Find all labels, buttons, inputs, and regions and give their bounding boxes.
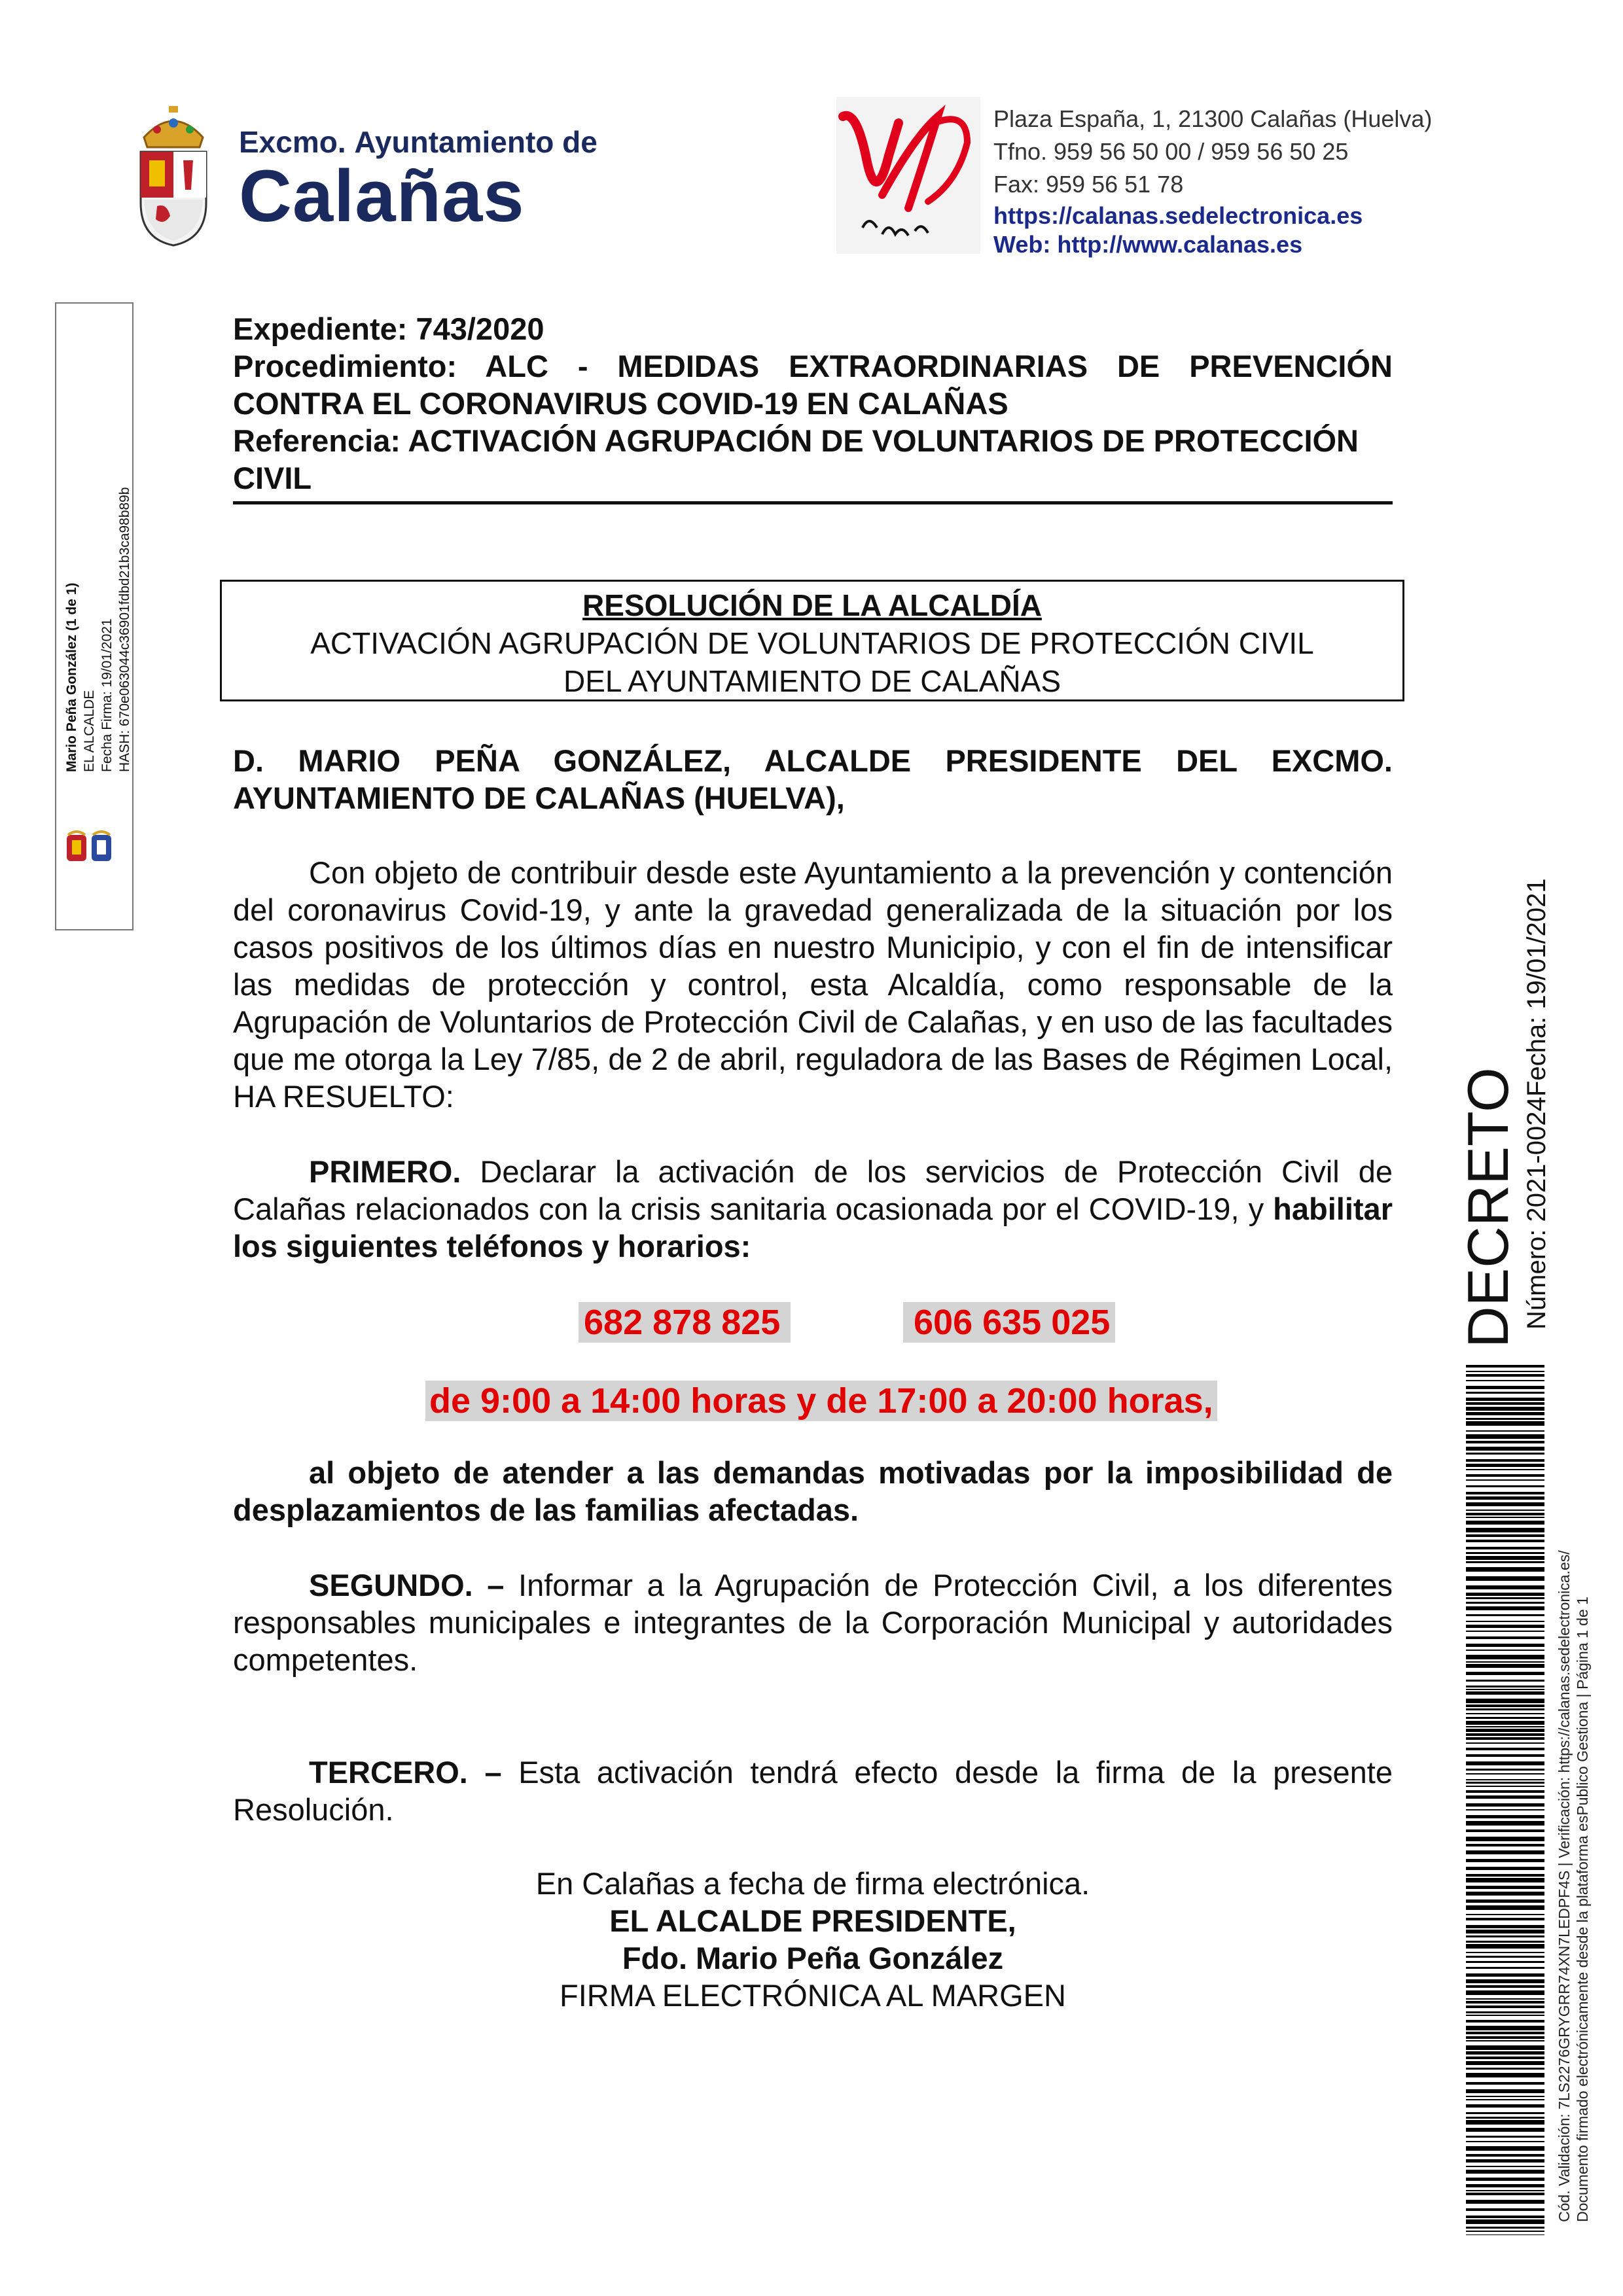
org-title: Excmo. Ayuntamiento de: [239, 125, 597, 159]
platform-note: Documento firmado electrónicamente desde la plataforma esPublico Gestiona | Página 1 de 1: [1574, 1597, 1591, 2222]
signature-crest-icon: [63, 830, 126, 865]
tercero-label: TERCERO. –: [309, 1755, 502, 1790]
signature-hash: HASH: 670e063044c36901fdbd21b3ca98b89b: [117, 487, 132, 772]
issuer-statement: D. MARIO PEÑA GONZÁLEZ, ALCALDE PRESIDENTE DEL EXCMO. AYUNTAMIENTO DE CALAÑAS (HUELVA),: [233, 743, 1393, 815]
tercero-paragraph: TERCERO. – Esta activación tendrá efecto desde la firma de la presente Resolución.: [233, 1755, 1393, 1827]
calanas-brand-logo: [836, 97, 980, 254]
primero-bold-text: habilitar los siguientes teléfonos y horarios:: [233, 1192, 1393, 1263]
expediente-number: Expediente: 743/2020: [233, 311, 544, 346]
contact-address: Plaza España, 1, 21300 Calañas (Huelva): [993, 105, 1433, 132]
resolution-subtitle-2: DEL AYUNTAMIENTO DE CALAÑAS: [563, 664, 1061, 698]
barcode: [1466, 1365, 1544, 2235]
header-divider: [233, 501, 1393, 504]
objeto-paragraph: al objeto de atender a las demandas motivadas por la imposibilidad de desplazamientos de las familias afectadas.: [233, 1455, 1393, 1527]
verification-code[interactable]: Cód. Validación: 7LS2276GRYGRR74XN7LEDPF4S | Verificación: https://calanas.sedelectronica.es/: [1556, 1550, 1573, 2222]
verification-footer: [1555, 1550, 1592, 2222]
decreto-number: Número: 2021-0024: [1522, 1097, 1551, 1330]
referencia: Referencia: ACTIVACIÓN AGRUPACIÓN DE VOLUNTARIOS DE PROTECCIÓN CIVIL: [233, 423, 1359, 495]
contact-fax: Fax: 959 56 51 78: [993, 171, 1184, 198]
contact-sede-link[interactable]: https://calanas.sedelectronica.es: [993, 202, 1363, 229]
primero-paragraph: PRIMERO. Declarar la activación de los servicios de Protección Civil de Calañas relacionados con la crisis sanitaria ocasionada por el COVID-19, y habilitar los siguientes teléfonos y horarios:: [233, 1154, 1393, 1263]
phone-number-2[interactable]: 606 635 025: [903, 1302, 1115, 1343]
phone-number-1[interactable]: 682 878 825: [579, 1302, 791, 1343]
contact-phone: Tfno. 959 56 50 00 / 959 56 50 25: [993, 138, 1349, 165]
decreto-label: DECRETO: [1455, 1067, 1520, 1348]
resolution-title: RESOLUCIÓN DE LA ALCALDÍA: [582, 588, 1042, 622]
signer-role: EL ALCALDE: [82, 690, 97, 772]
org-name: Calañas: [239, 155, 525, 237]
signer-name: Mario Peña González (1 de 1): [64, 582, 79, 772]
signature-details: [63, 487, 134, 772]
decreto-date: Fecha: 19/01/2021: [1522, 878, 1551, 1097]
contact-web-link[interactable]: Web: http://www.calanas.es: [993, 231, 1303, 258]
segundo-label: SEGUNDO. –: [309, 1568, 505, 1602]
signature-place-date: En Calañas a fecha de firma electrónica.: [535, 1866, 1090, 1901]
signature-note: FIRMA ELECTRÓNICA AL MARGEN: [560, 1978, 1066, 2013]
signature-date: Fecha Firma: 19/01/2021: [99, 618, 115, 772]
town-crest-logo: [131, 98, 216, 249]
signature-title: EL ALCALDE PRESIDENTE,: [609, 1903, 1016, 1938]
primero-label: PRIMERO.: [309, 1154, 461, 1189]
service-hours: de 9:00 a 14:00 horas y de 17:00 a 20:00 horas,: [425, 1381, 1217, 1421]
signature-name: Fdo. Mario Peña González: [622, 1941, 1004, 1975]
intro-paragraph: Con objeto de contribuir desde este Ayuntamiento a la prevención y contención del coronavirus Covid-19, y ante la gravedad generalizada de la situación por los casos positivos de los últimos días en nuestro Municipio, y con el fin de intensificar las medidas de protección y control, esta Alcaldía, como responsable de la Agrupación de Voluntarios de Protección Civil de Calañas, y en uso de las facultades que me otorga la Ley 7/85, de 2 de abril, reguladora de las Bases de Régimen Local, HA RESUELTO:: [233, 855, 1393, 1114]
procedimiento: Procedimiento: ALC - MEDIDAS EXTRAORDINARIAS DE PREVENCIÓN CONTRA EL CORONAVIRUS COVID-19 EN CALAÑAS: [233, 349, 1393, 421]
segundo-paragraph: SEGUNDO. – Informar a la Agrupación de Protección Civil, a los diferentes responsables municipales e integrantes de la Corporación Municipal y autoridades competentes.: [233, 1568, 1393, 1677]
resolution-subtitle-1: ACTIVACIÓN AGRUPACIÓN DE VOLUNTARIOS DE PROTECCIÓN CIVIL: [310, 626, 1314, 660]
